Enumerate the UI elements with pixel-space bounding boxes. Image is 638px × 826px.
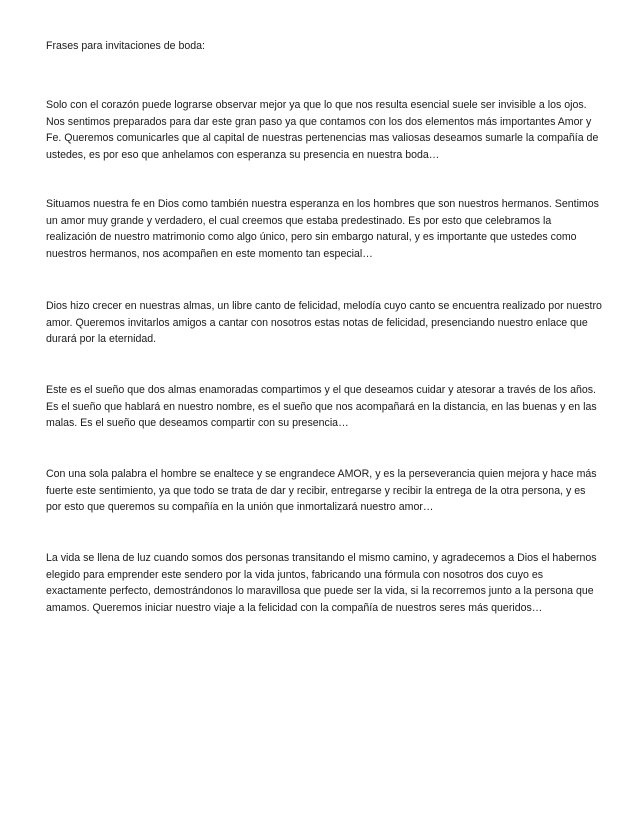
- paragraph-3: Dios hizo crecer en nuestras almas, un libre canto de felicidad, melodía cuyo canto se encuentra realizado por nuestro amor. Queremos invitarlos amigos a cantar con nosotros estas notas de felicidad, presenciando nuestro enlace que durará por la eternidad.: [46, 300, 602, 345]
- paragraph-6: La vida se llena de luz cuando somos dos personas transitando el mismo camino, y agradecemos a Dios el habernos elegido para emprender este sendero por la vida juntos, fabricando una fórmula con nosotros dos cuyo es exactamente perfecto, demostrándonos lo maravillosa que puede ser la vida, si la recorremos junto a la persona que amamos. Queremos iniciar nuestro viaje a la felicidad con la compañía de nuestros seres más queridos…: [46, 552, 597, 614]
- paragraph-4: Este es el sueño que dos almas enamoradas compartimos y el que deseamos cuidar y atesorar a través de los años. Es el sueño que hablará en nuestro nombre, es el sueño que nos acompañará en la distancia, en las buenas y en las malas. Es el sueño que deseamos compartir con su presencia…: [46, 384, 597, 429]
- paragraph-2: Situamos nuestra fe en Dios como también nuestra esperanza en los hombres que son nuestros hermanos. Sentimos un amor muy grande y verdadero, el cual creemos que estaba predestinado. Es por esto que celebramos la realización de nuestro matrimonio como algo único, pero sin embargo natural, y es importante que ustedes como nuestros hermanos, nos acompañen en este momento tan especial…: [46, 198, 599, 260]
- paragraph-5: Con una sola palabra el hombre se enaltece y se engrandece AMOR, y es la perseverancia quien mejora y hace más fuerte este sentimiento, ya que todo se trata de dar y recibir, entregarse y recibir la entrega de la otra persona, y es por esto que queremos su compañía en la unión que inmortalizará nuestro amor…: [46, 468, 597, 513]
- document-title: Frases para invitaciones de boda:: [46, 40, 205, 52]
- paragraph-1: Solo con el corazón puede lograrse observar mejor ya que lo que nos resulta esencial suele ser invisible a los ojos. Nos sentimos preparados para dar este gran paso ya que contamos con los dos elementos más importantes Amor y Fe. Queremos comunicarles que al capital de nuestras pertenencias mas valiosas deseamos sumarle la compañía de ustedes, es por eso que anhelamos con esperanza su presencia en nuestra boda…: [46, 99, 599, 161]
